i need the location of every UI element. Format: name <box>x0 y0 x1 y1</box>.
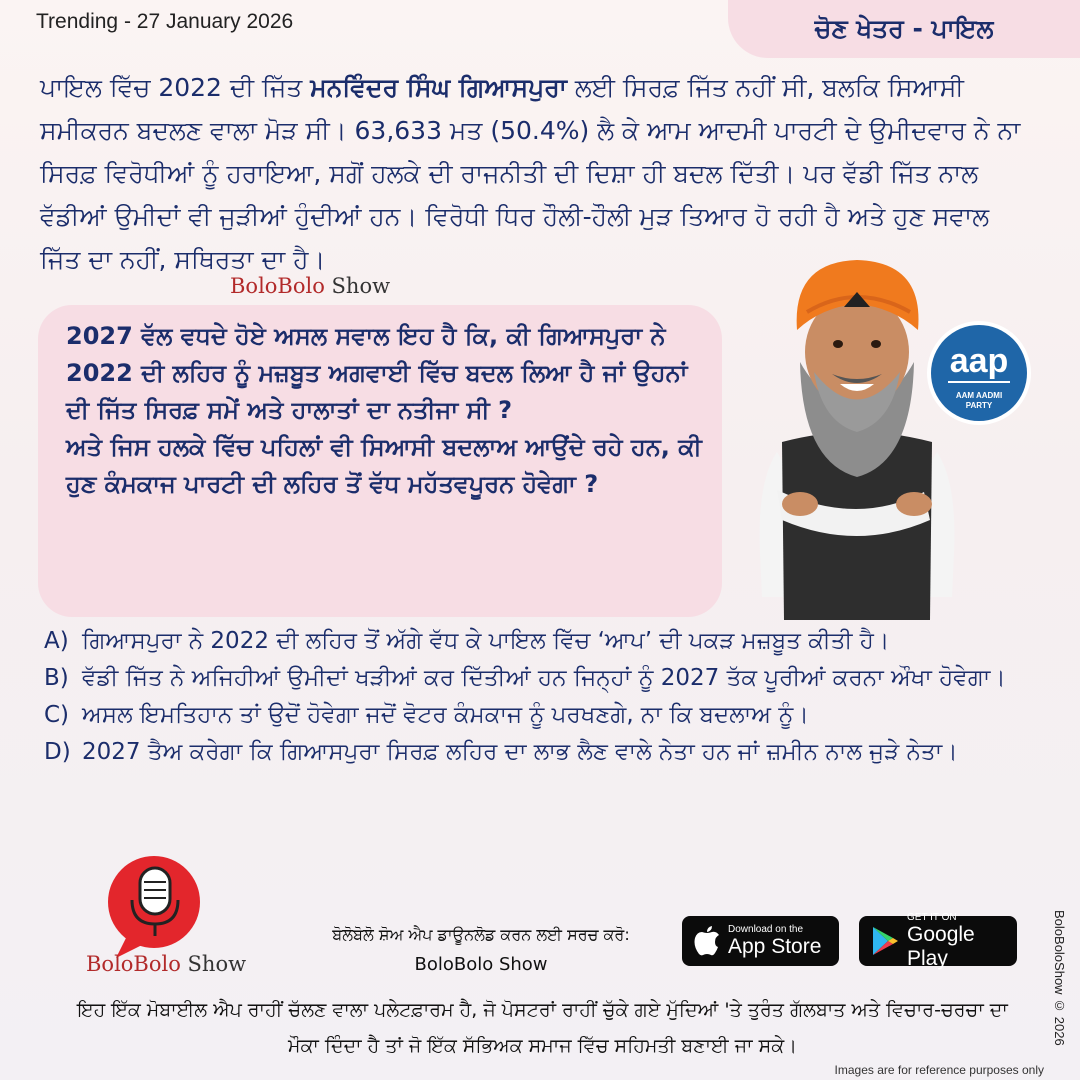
apple-icon <box>694 926 720 956</box>
option-c <box>44 698 1044 733</box>
google-big-text: Google Play <box>907 922 975 970</box>
download-app-name: BoloBolo Show <box>414 954 548 975</box>
question-line-2: ਅਤੇ ਜਿਸ ਹਲਕੇ ਵਿੱਚ ਪਹਿਲਾਂ ਵੀ ਸਿਆਸੀ ਬਦਲਾਅ ਆਉਂਦੇ ਰਹੇ ਹਨ, ਕੀ ਹੁਣ ਕੰਮਕਾਜ ਪਾਰਟੀ ਦੀ ਲਹਿਰ ਤੋਂ ਵੱਧ ਮਹੱਤਵਪੂਰਨ ਹੋਵੇਗਾ ? <box>66 433 702 498</box>
right-eye <box>871 340 881 348</box>
constituency-tag <box>728 0 1080 58</box>
copyright-vertical: BoloBoloShow © 2026 <box>1052 910 1067 1046</box>
left-hand <box>782 492 818 516</box>
intro-part2: ਲਈ ਸਿਰਫ਼ ਜਿੱਤ ਨਹੀਂ ਸੀ, ਬਲਕਿ ਸਿਆਸੀ ਸਮੀਕਰਨ ਬਦਲਣ ਵਾਲਾ ਮੋੜ ਸੀ। 63,633 ਮਤ (50.4%) ਲੈ ਕੇ ਆਮ ਆਦਮੀ ਪਾਰਟੀ ਦੇ ਉਮੀਦਵਾਰ ਨੇ ਨਾ ਸਿਰਫ਼ ਵਿਰੋਧੀਆਂ ਨੂੰ ਹਰਾਇਆ, ਸਗੋਂ ਹਲਕੇ ਦੀ ਰਾਜਨੀਤੀ ਦੀ ਦਿਸ਼ਾ ਹੀ ਬਦਲ ਦਿੱਤੀ। ਪਰ ਵੱਡੀ ਜਿੱਤ ਨਾਲ ਵੱਡੀਆਂ ਉਮੀਦਾਂ ਵੀ ਜੁੜੀਆਂ ਹੁੰਦੀਆਂ ਹਨ। ਵਿਰੋਧੀ ਧਿਰ ਹੌਲੀ-ਹੌਲੀ ਮੁੜ ਤਿਆਰ ਹੋ ਰਹੀ ਹੈ ਅਤੇ ਹੁਣ ਸਵਾਲ ਜਿੱਤ ਦਾ ਨਹੀਂ, ਸਥਿਰਤਾ ਦਾ ਹੈ। <box>40 73 1021 274</box>
watermark-bolo: BoloBolo <box>230 274 325 298</box>
option-key: C) <box>44 702 70 728</box>
option-a <box>44 624 1044 659</box>
logo-line2: PARTY <box>965 401 993 410</box>
intro-part1: ਪਾਇਲ ਵਿੱਚ 2022 ਦੀ ਜਿੱਤ <box>40 73 311 102</box>
apple-small-text: Download on the <box>728 923 804 935</box>
image-disclaimer: Images are for reference purposes only <box>834 1063 1044 1077</box>
app-store-button[interactable] <box>682 916 839 966</box>
right-hand <box>896 492 932 516</box>
logo-short: aap <box>949 342 1009 380</box>
option-key: D) <box>44 739 71 765</box>
option-key: B) <box>44 665 69 691</box>
watermark-brand <box>230 274 390 298</box>
candidate-name: ਮਨਵਿੰਦਰ ਸਿੰਘ ਗਿਆਸਪੁਰਾ <box>310 73 567 102</box>
candidate-illustration <box>752 252 962 622</box>
options-list <box>44 624 1044 772</box>
intro-paragraph <box>40 66 1030 281</box>
google-play-icon <box>871 926 899 956</box>
question-line-1: 2027 ਵੱਲ ਵਧਦੇ ਹੋਏ ਅਸਲ ਸਵਾਲ ਇਹ ਹੈ ਕਿ, ਕੀ ਗਿਆਸਪੁਰਾ ਨੇ 2022 ਦੀ ਲਹਿਰ ਨੂੰ ਮਜ਼ਬੂਤ ਅਗਵਾਈ ਵਿੱਚ ਬਦਲ ਲਿਆ ਹੈ ਜਾਂ ਉਹਨਾਂ ਦੀ ਜਿੱਤ ਸਿਰਫ਼ ਸਮੇਂ ਅਤੇ ਹਾਲਾਤਾਂ ਦਾ ਨਤੀਜਾ ਸੀ ? <box>66 322 688 424</box>
brand-name <box>86 952 246 976</box>
option-text: ਗਿਆਸਪੁਰਾ ਨੇ 2022 ਦੀ ਲਹਿਰ ਤੋਂ ਅੱਗੇ ਵੱਧ ਕੇ ਪਾਇਲ ਵਿੱਚ ‘ਆਪ’ ਦੀ ਪਕੜ ਮਜ਼ਬੂਤ ਕੀਤੀ ਹੈ। <box>82 628 890 654</box>
option-b <box>44 661 1044 696</box>
brand-show: Show <box>180 952 247 976</box>
apple-big-text: App Store <box>728 934 822 958</box>
google-small-text: GET IT ON <box>907 911 957 923</box>
option-text: ਅਸਲ ਇਮਤਿਹਾਨ ਤਾਂ ਉਦੋਂ ਹੋਵੇਗਾ ਜਦੋਂ ਵੋਟਰ ਕੰਮਕਾਜ ਨੂੰ ਪਰਖਣਗੇ, ਨਾ ਕਿ ਬਦਲਾਅ ਨੂੰ। <box>82 702 809 728</box>
download-instruction: ਬੋਲੋਬੋਲੋ ਸ਼ੋਅ ਐਪ ਡਾਊਨਲੋਡ ਕਰਨ ਲਈ ਸਰਚ ਕਰੋ: <box>332 925 630 944</box>
option-d <box>44 735 1044 770</box>
trending-date: Trending - 27 January 2026 <box>36 10 294 33</box>
option-text: ਵੱਡੀ ਜਿੱਤ ਨੇ ਅਜਿਹੀਆਂ ਉਮੀਦਾਂ ਖੜੀਆਂ ਕਰ ਦਿੱਤੀਆਂ ਹਨ ਜਿਨ੍ਹਾਂ ਨੂੰ 2027 ਤੱਕ ਪੂਰੀਆਂ ਕਰਨਾ ਔਖਾ ਹੋਵੇਗਾ। <box>82 665 1006 691</box>
google-play-button[interactable] <box>859 911 1017 970</box>
left-eye <box>833 340 843 348</box>
question-text <box>66 318 706 503</box>
brand-bolo: BoloBolo <box>86 952 181 976</box>
constituency-label: ਚੋਣ ਖੇਤਰ - ਪਾਇਲ <box>814 14 994 43</box>
logo-line1: AAM AADMI <box>955 391 1003 400</box>
footer-description: ਇਹ ਇੱਕ ਮੋਬਾਈਲ ਐਪ ਰਾਹੀਂ ਚੱਲਣ ਵਾਲਾ ਪਲੇਟਫ਼ਾਰਮ ਹੈ, ਜੋ ਪੋਸਟਰਾਂ ਰਾਹੀਂ ਚੁੱਕੇ ਗਏ ਮੁੱਦਿਆਂ 'ਤੇ ਤੁਰੰਤ ਗੱਲਬਾਤ ਅਤੇ ਵਿਚਾਰ-ਚਰਚਾ ਦਾ ਮੌਕਾ ਦਿੰਦਾ ਹੈ ਤਾਂ ਜੋ ਇੱਕ ਸੱਭਿਅਕ ਸਮਾਜ ਵਿੱਚ ਸਹਿਮਤੀ ਬਣਾਈ ਜਾ ਸਕੇ। <box>77 999 1008 1057</box>
aap-party-logo <box>926 320 1032 426</box>
option-key: A) <box>44 628 69 654</box>
download-prompt <box>300 920 662 980</box>
watermark-show: Show <box>324 274 391 298</box>
option-text: 2027 ਤੈਅ ਕਰੇਗਾ ਕਿ ਗਿਆਸਪੁਰਾ ਸਿਰਫ਼ ਲਹਿਰ ਦਾ ਲਾਭ ਲੈਣ ਵਾਲੇ ਨੇਤਾ ਹਨ ਜਾਂ ਜ਼ਮੀਨ ਨਾਲ ਜੁੜੇ ਨੇਤਾ। <box>82 739 958 765</box>
